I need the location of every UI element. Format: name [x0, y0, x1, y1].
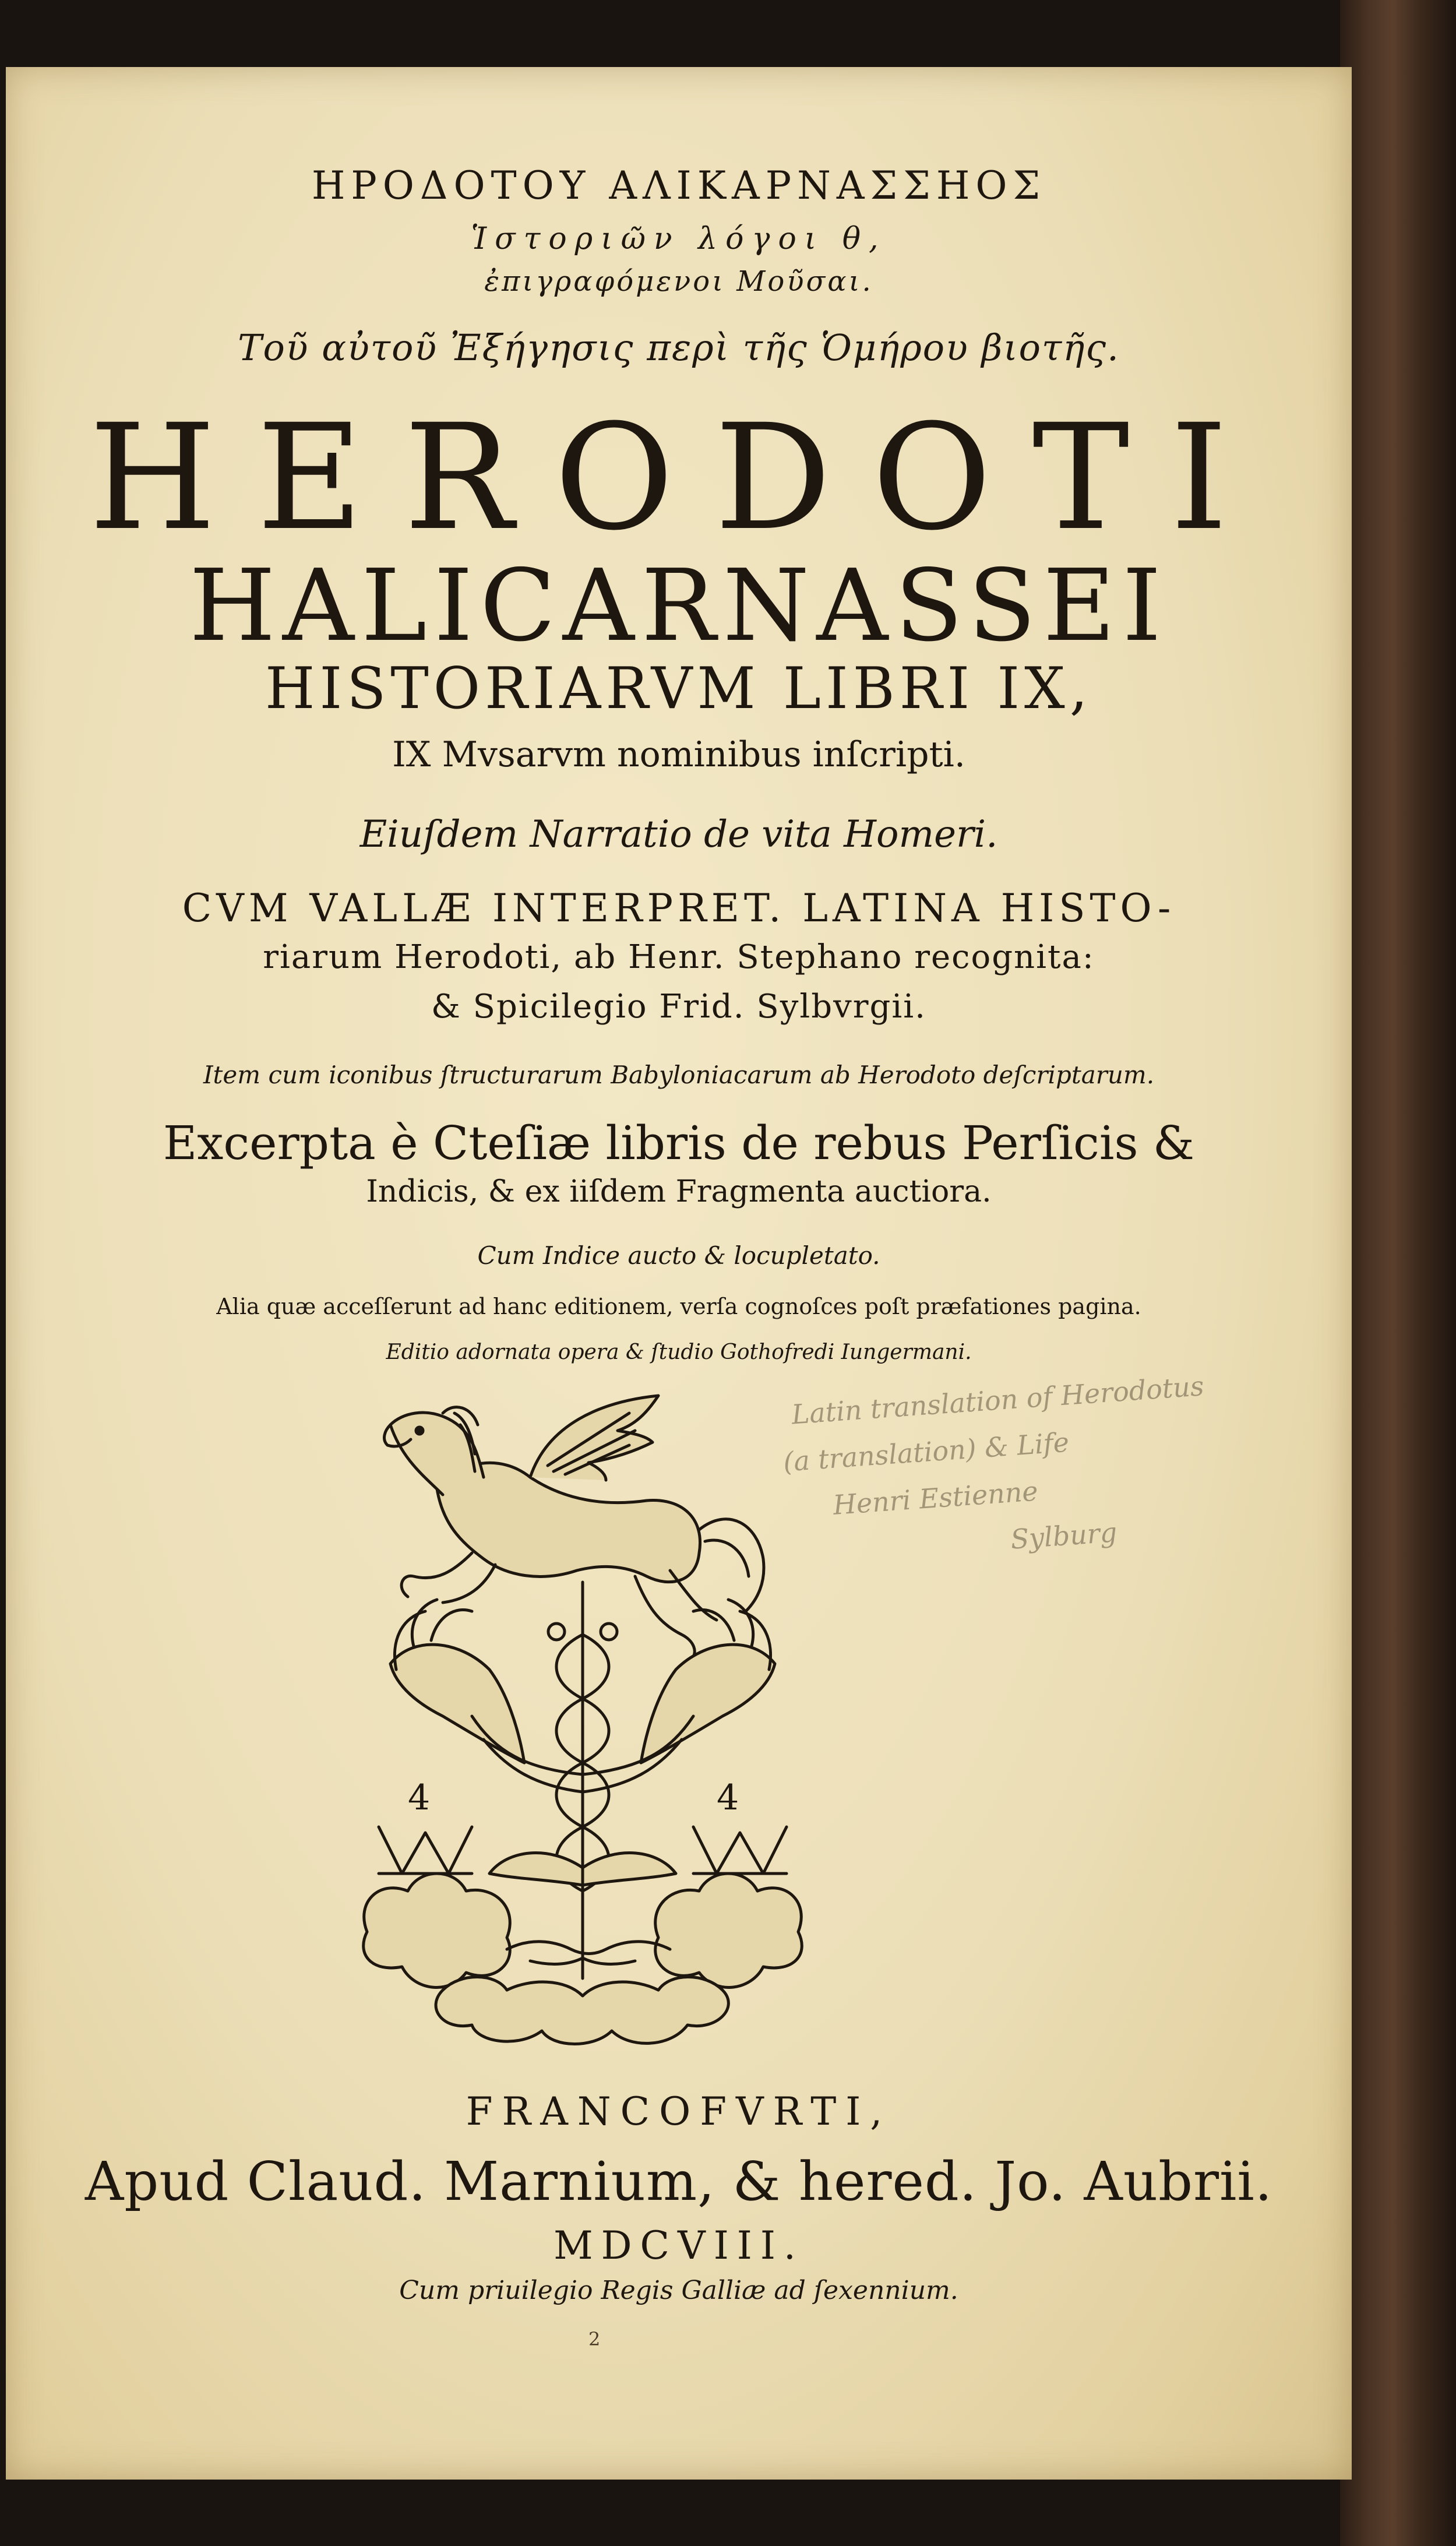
- greek-author-line: ΗΡΟΔΟΤΟΥ ΑΛΙΚΑΡΝΑΣΣΗΟΣ: [311, 163, 1046, 208]
- book-binding-edge: [1340, 0, 1456, 2546]
- pegasus-tail-icon: [699, 1519, 764, 1611]
- greek-muses-line: ἐπιγραφόμενοι Μοῦσαι.: [484, 265, 873, 298]
- handwriting-line: Sylburg: [1009, 1516, 1118, 1555]
- valla-line-3: & Spicilegio Frid. Sylbvrgii.: [431, 988, 926, 1026]
- main-title-historiarum: HISTORIARVM LIBRI IX,: [265, 656, 1092, 722]
- printer-device-pegasus-icon: [355, 1390, 810, 2077]
- privilege-line: Cum priuilegio Regis Galliæ ad ſexennium.: [399, 2276, 958, 2305]
- imprint-city: FRANCOFVRTI,: [466, 2089, 892, 2134]
- pegasus-head-icon: [390, 1413, 484, 1495]
- cornucopia-right-icon: [641, 1644, 775, 1763]
- pegasus-body-icon: [437, 1463, 700, 1582]
- clasped-hands-icon: [507, 1942, 670, 1964]
- greek-homer-line: Τοῦ αὐτοῦ Ἐξήγησις περὶ τῆς Ὁμήρου βιοτῆς.: [238, 326, 1120, 369]
- svg-text:4: 4: [408, 1777, 431, 1818]
- main-title-herodoti: HERODOTI: [89, 393, 1269, 562]
- main-title-halicarnassei: HALICARNASSEI: [189, 548, 1169, 664]
- muses-subtitle: IX Mvsarvm nominibus inſcripti.: [392, 734, 965, 775]
- imprint-printer: Apud Claud. Marnium, & hered. Jo. Aubrii.: [84, 2150, 1273, 2213]
- cloud-right-icon: [655, 1874, 802, 1987]
- greek-histories-line: Ἱστοριῶν λόγοι θ,: [471, 221, 887, 256]
- handwriting-line: Latin translation of Herodotus: [790, 1370, 1205, 1431]
- imprint-year: MDCVIII.: [554, 2223, 804, 2268]
- svg-text:4: 4: [717, 1777, 739, 1818]
- valla-line-1: CVM VALLÆ INTERPRET. LATINA HISTO-: [182, 886, 1176, 931]
- alia-line: Alia quæ acceſſerunt ad hanc editionem, verſa cognoſces poſt præfationes pagina.: [216, 1294, 1141, 1319]
- cloud-left-icon: [364, 1874, 510, 1987]
- title-page: [6, 67, 1352, 2480]
- index-line: Cum Indice aucto & locupletato.: [477, 1241, 880, 1270]
- handwritten-annotation: [779, 1369, 1237, 1632]
- item-line: Item cum iconibus ſtructurarum Babyloniacarum ab Herodoto deſcriptarum.: [203, 1061, 1155, 1089]
- valla-line-2: riarum Herodoti, ab Henr. Stephano recognita:: [263, 938, 1095, 976]
- handwriting-line: (a translation) & Life: [782, 1426, 1070, 1478]
- editio-line: Editio adornata opera & ſtudio Gothofredi Iungermani.: [386, 1340, 972, 1364]
- handwriting-line: Henri Estienne: [831, 1475, 1039, 1521]
- narratio-subtitle: Eiuſdem Narratio de vita Homeri.: [359, 813, 998, 856]
- excerpta-line-1: Excerpta è Cteſiæ libris de rebus Perſicis &: [163, 1116, 1195, 1170]
- excerpta-line-2: Indicis, & ex iiſdem Fragmenta auctiora.: [366, 1174, 992, 1209]
- signature-mark: 2: [588, 2328, 601, 2350]
- cornucopia-left-icon: [390, 1644, 524, 1763]
- pegasus-wing-icon: [530, 1396, 658, 1480]
